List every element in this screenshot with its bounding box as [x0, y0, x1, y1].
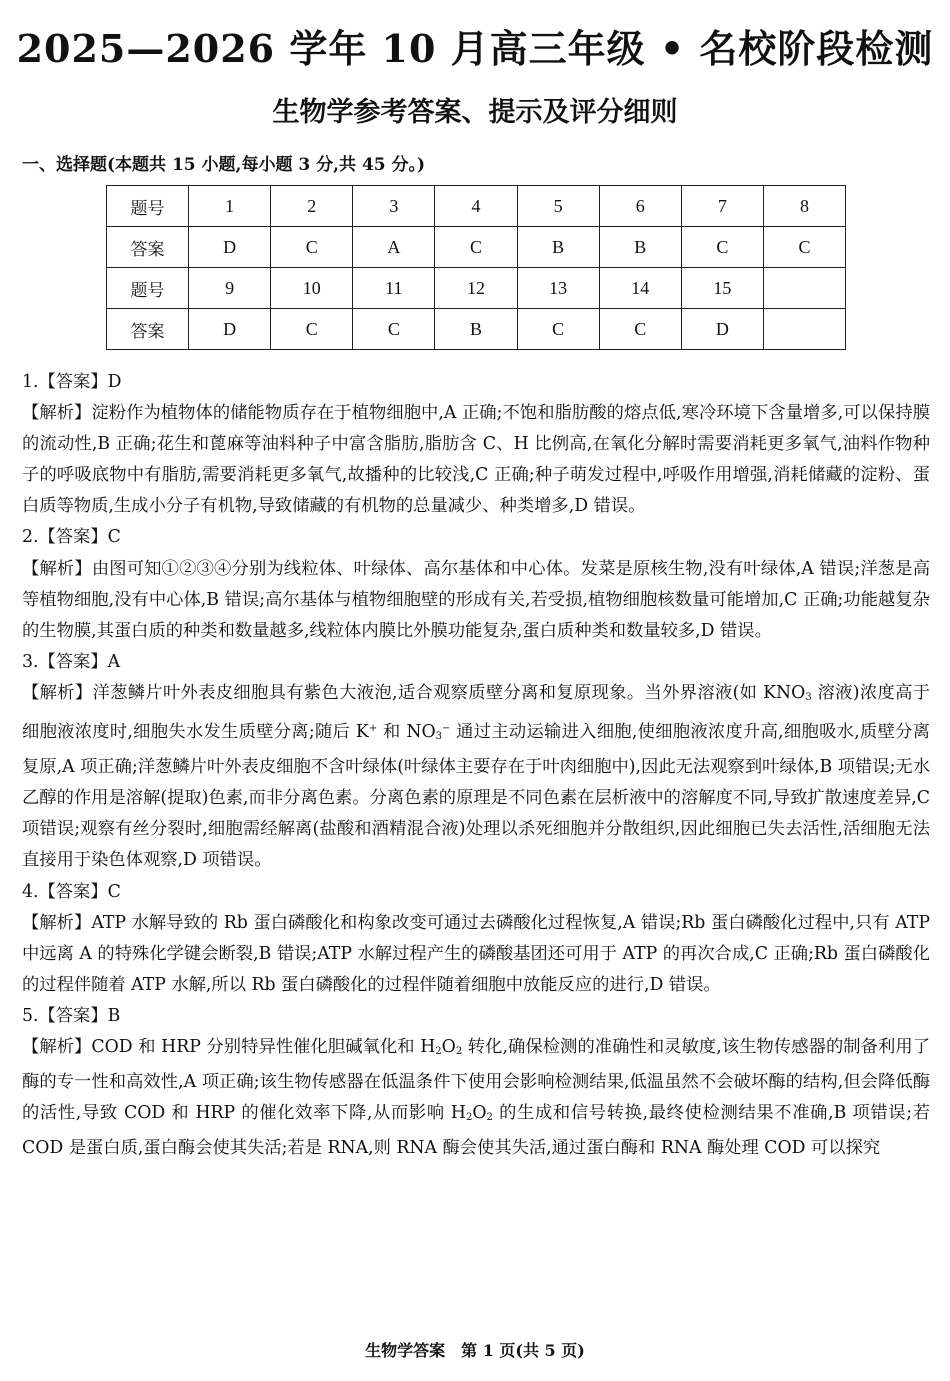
table-cell — [763, 268, 845, 309]
table-cell: D — [681, 309, 763, 350]
table-cell: 4 — [435, 186, 517, 227]
table-cell: C — [353, 309, 435, 350]
analysis-text: 【解析】淀粉作为植物体的储能物质存在于植物细胞中,A 正确;不饱和脂肪酸的熔点低,寒冷环境下含量增多,可以保持膜的流动性,B 正确;花生和蓖麻等油料种子中富含脂肪,脂肪含 C、H 比例高,在氧化分解时需要消耗更多氧气,油料作物种子的呼吸底物中有脂肪,需要消耗更多氧气,故播种的比较浅,C 正确;种子萌发过程中,呼吸作用增强,消耗储藏的淀粉、蛋白质等物质,生成小分子有机物,导致储藏的有机物的总量减少、种类增多,D 错误。 — [22, 403, 930, 517]
subscript: 3 — [805, 691, 812, 703]
table-cell: 2 — [271, 186, 353, 227]
table-cell: D — [189, 227, 271, 268]
answer-line: 4.【答案】C — [22, 881, 121, 902]
table-cell — [763, 309, 845, 350]
table-cell: B — [599, 227, 681, 268]
table-cell: 1 — [189, 186, 271, 227]
answer-table — [106, 185, 846, 350]
table-cell: 题号 — [107, 268, 189, 309]
table-cell: C — [681, 227, 763, 268]
table-cell: 题号 — [107, 186, 189, 227]
table-cell: 11 — [353, 268, 435, 309]
analysis-text — [22, 1032, 930, 1164]
page-title: 2025—2026 学年 10 月高三年级 • 名校阶段检测 — [16, 26, 934, 71]
question-5 — [22, 1001, 930, 1164]
table-cell: B — [435, 309, 517, 350]
subscript: 2 — [435, 1045, 442, 1057]
question-3 — [22, 647, 930, 877]
analysis-segment: 的生成和信号转换,最终使检测结果不准确,B 项错误;若 COD 是蛋白质,蛋白酶会使其失活;若是 RNA,则 RNA 酶会使其失活,通过蛋白酶和 RNA 酶处理 COD 可以探究 — [22, 1103, 930, 1159]
table-cell: 14 — [599, 268, 681, 309]
table-row — [107, 268, 846, 309]
answer-line: 1.【答案】D — [22, 372, 122, 392]
analysis-segment: 和 NO — [377, 722, 436, 743]
analysis-segment: 转化,确保检测的准确性和灵敏度,该生物传感器的制备利用了酶的专一性和高效性,A 项正确;该生物传感器在低温条件下使用会影响检测结果,低温虽然不会破坏酶的结构,但会降低酶的活性,导致 COD 和 HRP 的催化效率下降,从而影响 H — [22, 1036, 930, 1124]
table-cell: 3 — [353, 186, 435, 227]
table-cell: C — [271, 227, 353, 268]
subscript: 2 — [455, 1045, 463, 1057]
explanations — [22, 367, 930, 1164]
table-row — [107, 186, 846, 227]
table-cell: B — [517, 227, 599, 268]
page-subtitle: 生物学参考答案、提示及评分细则 — [272, 97, 678, 128]
table-cell: 7 — [681, 186, 763, 227]
subscript: 2 — [486, 1112, 493, 1124]
superscript: + — [368, 723, 378, 735]
analysis-segment: 【解析】COD 和 HRP 分别特异性催化胆碱氧化和 H — [22, 1036, 436, 1057]
table-cell: 15 — [681, 268, 763, 309]
analysis-segment: O — [441, 1036, 456, 1057]
table-cell: 10 — [271, 268, 353, 309]
question-1 — [22, 367, 930, 522]
table-cell: C — [271, 309, 353, 350]
analysis-segment: 【解析】洋葱鳞片叶外表皮细胞具有紫色大液泡,适合观察质壁分离和复原现象。当外界溶液(如 KNO — [22, 682, 806, 703]
analysis-segment: O — [472, 1103, 487, 1124]
analysis-text: 【解析】由图可知①②③④分别为线粒体、叶绿体、高尔基体和中心体。发菜是原核生物,没有叶绿体,A 错误;洋葱是高等植物细胞,没有中心体,B 错误;高尔基体与植物细胞壁的形成有关,若受损,植物细胞核数量可能增加,C 正确;功能越复杂的生物膜,其蛋白质的种类和数量越多,线粒体内膜比外膜功能复杂,蛋白质种类和数量较多,D 错误。 — [22, 558, 930, 641]
table-cell: 答案 — [107, 227, 189, 268]
superscript: − — [442, 723, 451, 735]
analysis-segment: 通过主动运输进入细胞,使细胞液浓度升高,细胞吸水,质壁分离复原,A 项正确;洋葱鳞片叶外表皮细胞不含叶绿体(叶绿体主要存在于叶肉细胞中),因此无法观察到叶绿体,B 项错误;无水乙醇的作用是溶解(提取)色素,而非分离色素。分离色素的原理是不同色素在层析液中的溶解度不同,导致扩散速度差异,C 项错误;观察有丝分裂时,细胞需经解离(盐酸和酒精混合液)处理以杀死细胞并分散组织,因此细胞已失去活性,活细胞无法直接用于染色体观察,D 项错误。 — [22, 722, 930, 871]
table-cell: C — [599, 309, 681, 350]
table-cell: 8 — [763, 186, 845, 227]
table-cell: 12 — [435, 268, 517, 309]
answer-line: 5.【答案】B — [22, 1005, 121, 1026]
analysis-text — [22, 678, 930, 877]
section-heading: 一、选择题(本题共 15 小题,每小题 3 分,共 45 分。) — [22, 155, 426, 175]
table-cell: D — [189, 309, 271, 350]
table-cell: 答案 — [107, 309, 189, 350]
question-4 — [22, 877, 930, 1001]
table-cell: 9 — [189, 268, 271, 309]
question-2 — [22, 522, 930, 646]
table-cell: 5 — [517, 186, 599, 227]
table-row — [107, 227, 846, 268]
subscript: 3 — [435, 731, 442, 743]
table-row — [107, 309, 846, 350]
table-cell: C — [517, 309, 599, 350]
table-cell: C — [763, 227, 845, 268]
table-cell: 6 — [599, 186, 681, 227]
page-footer: 生物学答案 第 1 页(共 5 页) — [365, 1341, 585, 1360]
subscript: 2 — [466, 1112, 473, 1124]
table-cell: C — [435, 227, 517, 268]
table-cell: 13 — [517, 268, 599, 309]
analysis-segment: 溶液)浓度高于细胞液浓度时,细胞失水发生质壁分离;随后 K — [22, 682, 930, 743]
answer-line: 2.【答案】C — [22, 527, 121, 548]
table-cell: A — [353, 227, 435, 268]
analysis-text: 【解析】ATP 水解导致的 Rb 蛋白磷酸化和构象改变可通过去磷酸化过程恢复,A 错误;Rb 蛋白磷酸化过程中,只有 ATP 中远离 A 的特殊化学键会断裂,B 错误;ATP 水解过程产生的磷酸基团还可用于 ATP 的再次合成,C 正确;Rb 蛋白磷酸化的过程伴随着 ATP 水解,所以 Rb 蛋白磷酸化的过程伴随着细胞中放能反应的进行,D 错误。 — [22, 912, 930, 995]
answer-line: 3.【答案】A — [22, 651, 121, 672]
